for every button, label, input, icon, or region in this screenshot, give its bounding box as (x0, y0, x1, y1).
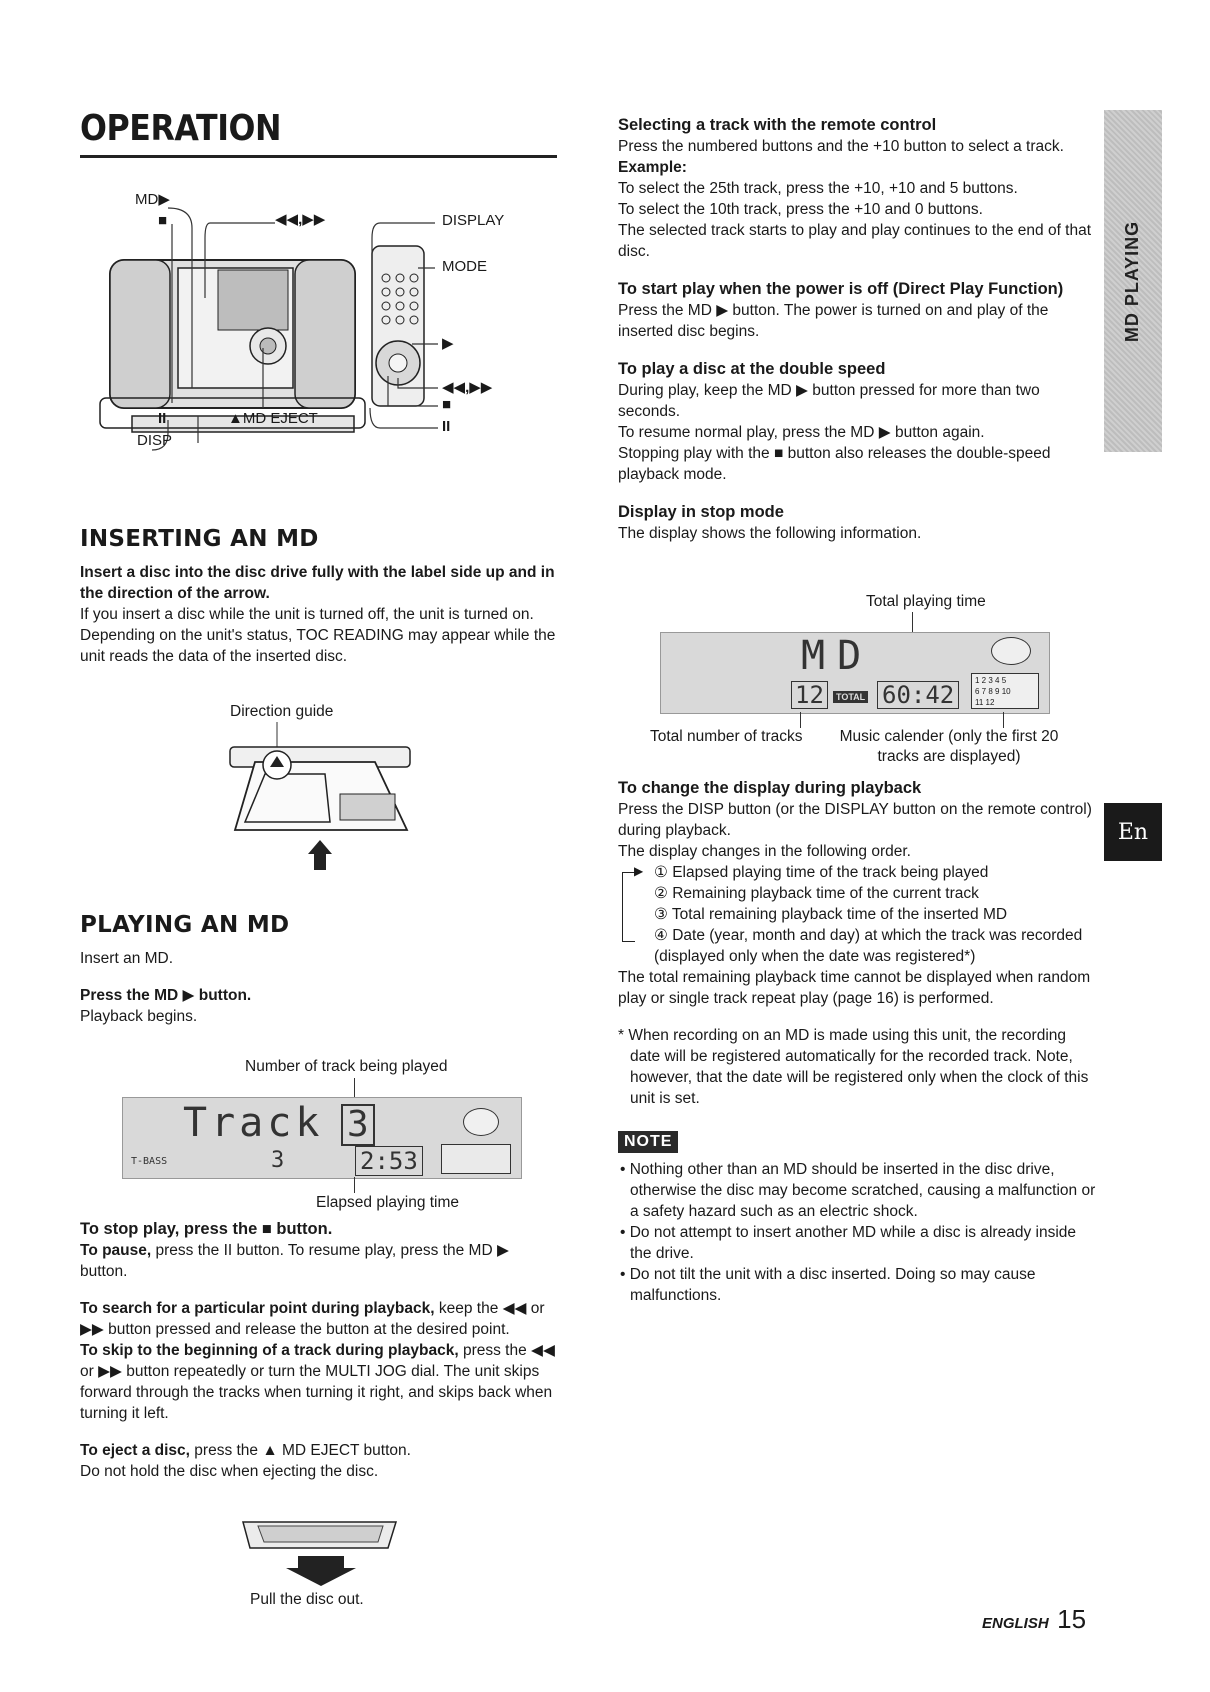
stopmode-text: The display shows the following information. (618, 525, 922, 542)
lcd2-total-time: 60:42 (877, 681, 959, 709)
press-md-text: Playback begins. (80, 1008, 198, 1025)
inserting-p1: If you insert a disc while the unit is turned off, the unit is turned on. (80, 606, 534, 623)
track-number-pointer (354, 1078, 355, 1098)
skip-bold: To skip to the beginning of a track during playback, (80, 1342, 459, 1359)
tracks-pointer (800, 712, 801, 728)
elapsed-pointer (354, 1177, 355, 1193)
elapsed-caption: Elapsed playing time (316, 1194, 460, 1211)
page-footer (982, 1604, 1086, 1635)
inserting-bold-intro: Insert a disc into the disc drive fully with the label side up and in the direction of the arrow. (80, 564, 555, 602)
inserting-section (80, 526, 560, 667)
label-stop-r: ■ (442, 396, 452, 413)
double-heading: To play a disc at the double speed (618, 360, 886, 378)
stopmode-heading: Display in stop mode (618, 503, 784, 521)
change-heading: To change the display during playback (618, 779, 922, 797)
eject-bold: To eject a disc, (80, 1442, 190, 1459)
stop-mode-lcd (660, 632, 1050, 714)
playing-heading: PLAYING AN MD (80, 912, 290, 938)
press-md-bold: Press the MD ▶ button. (80, 987, 252, 1004)
inserting-p2: Depending on the unit's status, TOC READING may appear while the unit reads the data of the inserted disc. (80, 627, 556, 665)
footnote: * When recording on an MD is made using this unit, the recording date will be registered automatically for the recorded track. Note, however, that the date will be registered only when the clock of this unit is set. (618, 1027, 1089, 1107)
example-l1: To select the 25th track, press the +10, +10 and 5 buttons. (618, 180, 1018, 197)
search-text: keep the ◀◀ or ▶▶ button pressed and release the button at the desired point. (80, 1300, 545, 1338)
label-md-play: MD▶ (135, 191, 170, 208)
label-skip: ◀◀,▶▶ (275, 211, 326, 228)
note-item-1: • Nothing other than an MD should be inserted in the disc drive, otherwise the disc may become scratched, causing a malfunction or a safety hazard such as an electric shock. (620, 1161, 1096, 1220)
label-eject: ▲MD EJECT (228, 410, 318, 427)
order-item-1: ① Elapsed playing time of the track being played (654, 864, 989, 881)
order-item-2: ② Remaining playback time of the current track (654, 885, 979, 902)
playing-section (80, 912, 560, 1027)
cycle-bracket (622, 872, 635, 942)
lcd-track-number: 3 (341, 1104, 375, 1146)
title-rule (80, 155, 557, 158)
label-display: DISPLAY (442, 212, 505, 229)
playback-controls-text (80, 1219, 560, 1482)
skip-text: press the ◀◀ or ▶▶ button repeatedly or turn the MULTI JOG dial. The unit skips forward through the tracks when turning it right, and skips back when turning it left. (80, 1342, 555, 1422)
footer-language: ENGLISH (982, 1615, 1049, 1632)
eject-p2: Do not hold the disc when ejecting the disc. (80, 1463, 379, 1480)
change-p1: Press the DISP button (or the DISPLAY button on the remote control) during playback. (618, 801, 1092, 839)
calendar-row-2: 6 7 8 9 10 (975, 687, 1011, 696)
example-l3: The selected track starts to play and play continues to the end of that disc. (618, 222, 1092, 260)
double-p1: During play, keep the MD ▶ button pressed for more than two seconds. (618, 382, 1040, 420)
lcd-elapsed-time: 2:53 (355, 1146, 423, 1176)
label-pause-r: II (442, 418, 451, 435)
total-tracks-caption: Total number of tracks (650, 728, 803, 745)
stop-play-bold: To stop play, press the ■ button. (80, 1220, 333, 1238)
double-p3: Stopping play with the ■ button also releases the double-speed playback mode. (618, 445, 1051, 483)
note-item-3: • Do not tilt the unit with a disc inserted. Doing so may cause malfunctions. (620, 1266, 1036, 1304)
lcd-small-track: 3 (271, 1148, 285, 1173)
order-item-4: ④ Date (year, month and day) at which the track was recorded (displayed only when the date was registered*) (654, 927, 1083, 965)
remote-p1: Press the numbered buttons and the +10 button to select a track. (618, 138, 1064, 155)
lcd2-md: MD (801, 633, 874, 679)
remote-section (618, 114, 1096, 544)
remote-heading: Selecting a track with the remote control (618, 116, 937, 134)
notes-list (618, 1159, 1096, 1306)
inserting-heading: INSERTING AN MD (80, 526, 319, 552)
track-number-caption: Number of track being played (245, 1058, 448, 1075)
calendar-row-3: 11 12 (975, 698, 995, 707)
direct-heading: To start play when the power is off (Direct Play Function) (618, 280, 1064, 298)
double-p2: To resume normal play, press the MD ▶ button again. (618, 424, 985, 441)
lcd-tbass: T-BASS (131, 1156, 168, 1167)
playing-p1: Insert an MD. (80, 950, 174, 967)
disc-eject-diagram (238, 1518, 403, 1588)
unit-diagram (80, 191, 560, 488)
lcd2-total-tag: TOTAL (833, 691, 868, 703)
direct-text: Press the MD ▶ button. The power is turned on and play of the inserted disc begins. (618, 302, 1049, 340)
disc-icon-2 (991, 637, 1031, 665)
eject-text: press the ▲ MD EJECT button. (189, 1442, 411, 1459)
lcd-track-label: Track (183, 1100, 324, 1146)
label-mode: MODE (442, 258, 487, 275)
change-p2: The display changes in the following order. (618, 843, 911, 860)
label-skip-r: ◀◀,▶▶ (442, 379, 493, 396)
calendar-row-1: 1 2 3 4 5 (975, 676, 1007, 685)
note-badge: NOTE (618, 1131, 678, 1153)
calendar-caption: Music calender (only the first 20 tracks are displayed) (839, 728, 1059, 765)
example-label: Example: (618, 159, 687, 176)
total-time-caption: Total playing time (866, 593, 986, 610)
side-tab-label: MD PLAYING (1122, 220, 1143, 342)
label-stop: ■ (158, 212, 168, 229)
change-p3: The total remaining playback time cannot be displayed when random play or single track repeat play (page 16) is performed. (618, 969, 1091, 1007)
direction-guide-caption: Direction guide (230, 703, 334, 720)
pull-disc-caption: Pull the disc out. (250, 1591, 364, 1608)
display-order-list (618, 862, 1096, 967)
example-l2: To select the 10th track, press the +10 and 0 buttons. (618, 201, 983, 218)
label-pause: II (158, 410, 167, 427)
page-title: OPERATION (80, 108, 282, 149)
disc-insert-diagram (225, 722, 415, 872)
calendar-pointer (1003, 712, 1004, 728)
lcd-calendar-box (441, 1144, 511, 1174)
label-play-r: ▶ (442, 335, 454, 352)
pause-text: press the II button. To resume play, press the MD ▶ button. (80, 1242, 509, 1280)
page-number: 15 (1057, 1604, 1087, 1634)
cycle-arrow-icon: ▶ (634, 864, 644, 878)
note-item-2: • Do not attempt to insert another MD while a disc is already inside the drive. (620, 1224, 1077, 1262)
playback-lcd (122, 1097, 522, 1179)
disc-icon (463, 1108, 499, 1136)
pause-bold: To pause, (80, 1242, 152, 1259)
order-item-3: ③ Total remaining playback time of the inserted MD (654, 906, 1008, 923)
change-display-section (618, 777, 1096, 1306)
search-bold: To search for a particular point during playback, (80, 1300, 435, 1317)
side-tab-md-playing (1104, 110, 1162, 452)
lcd2-track-count: 12 (791, 681, 828, 709)
music-calendar (971, 673, 1039, 709)
language-tab: En (1104, 803, 1162, 861)
label-disp: DISP (137, 432, 173, 449)
